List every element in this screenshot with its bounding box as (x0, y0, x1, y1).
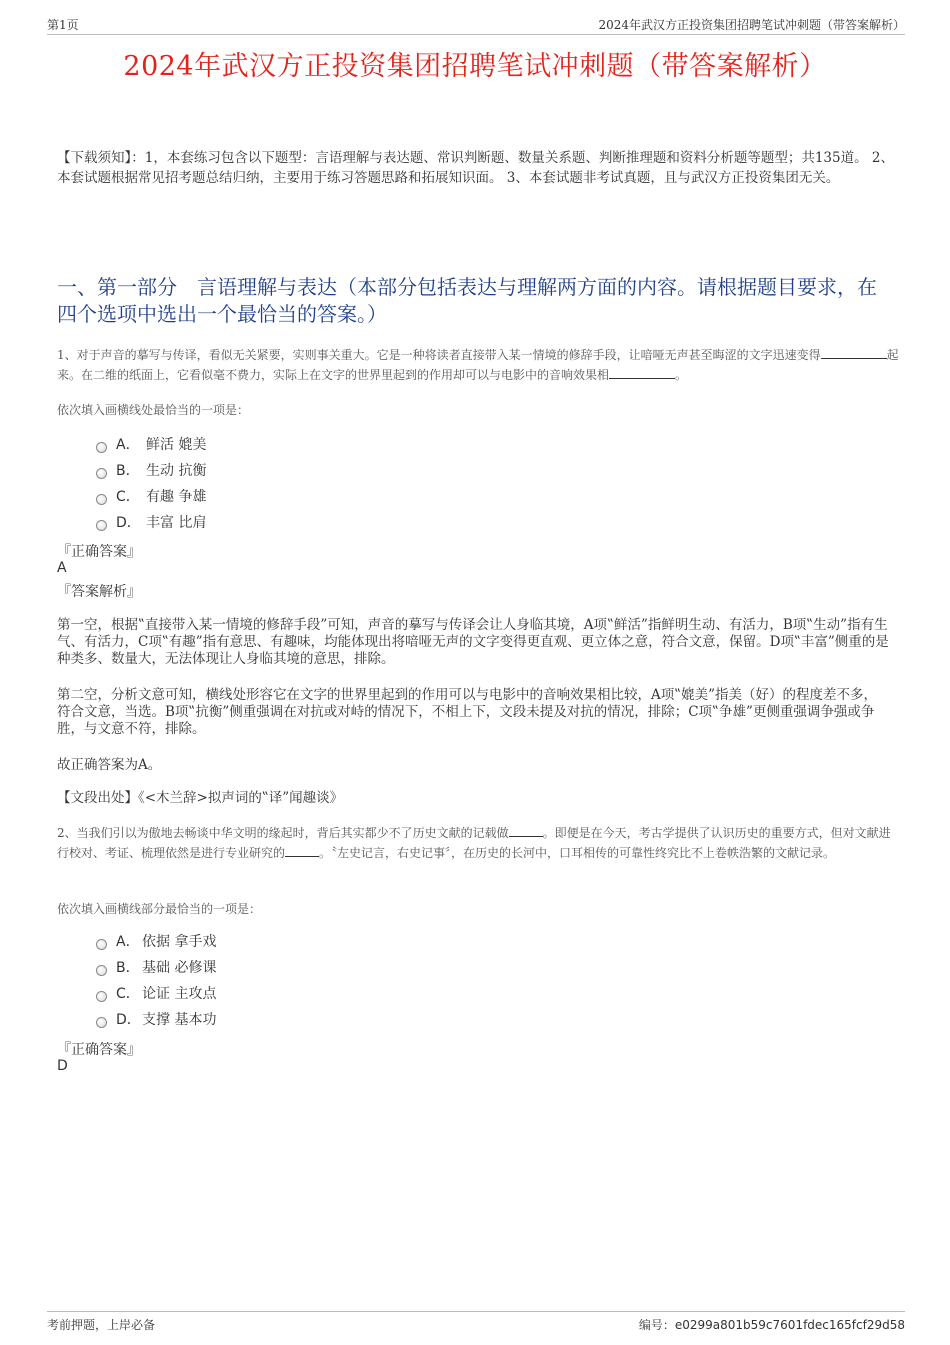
source-note: 【文段出处】《<木兰辞>拟声词的‟译”闻趣谈》 (57, 790, 344, 806)
radio-icon[interactable] (96, 965, 107, 976)
document-code (639, 1316, 905, 1333)
analysis-paragraph-2: 第二空，分析文意可知，横线处形容它在文字的世界里起到的作用可以与电影中的音响效果相比较，A项‟媲美”指美（好）的程度差不多，符合文意，当选。B项‟抗衡”侧重强调在对抗或对峙的情况下，不相上下，文段未提及对抗的情况，排除；C项‟争雄”更侧重强调争强或争胜，与文意不符，排除。 (57, 687, 878, 737)
radio-icon[interactable] (96, 939, 107, 950)
question-2-part3: 。〝左史记言，右史记事〞，在历史的长河中，口耳相传的可靠性终究比不上卷帙浩繁的文献记录。 (319, 846, 836, 860)
question-1-text (57, 345, 902, 385)
question-1-part1: 1、对于声音的摹写与传译，看似无关紧要，实则事关重大。它是一种将读者直接带入某一情境的修辞手段，让喑哑无声甚至晦涩的文字迅速变得 (57, 348, 821, 362)
blank-1 (509, 824, 543, 837)
question-1-options (96, 432, 206, 536)
question-2-part1: 2、当我们引以为傲地去畅谈中华文明的缘起时，背后其实都少不了历史文献的记载做 (57, 826, 509, 840)
question-2-options (96, 929, 216, 1033)
question-1-instruction: 依次填入画横线处最恰当的一项是： (57, 403, 250, 417)
radio-icon[interactable] (96, 991, 107, 1002)
analysis-paragraph-3: 故正确答案为A。 (57, 757, 162, 773)
answer-value: D (57, 1058, 68, 1074)
option-c[interactable]: C． 有趣 争雄 (96, 484, 206, 510)
footer-slogan: 考前押题，上岸必备 (47, 1318, 156, 1332)
download-notice: 【下载须知】：1，本套练习包含以下题型：言语理解与表达题、常识判断题、数量关系题、判断推理题和资料分析题等题型；共135道。 2、本套试题根据常见招考题总结归纳，主要用于练习答题思路和拓展知识面。 3、本套试题非考试真题，且与武汉方正投资集团无关。 (57, 150, 894, 186)
document-title: 2024年武汉方正投资集团招聘笔试冲刺题（带答案解析） (123, 51, 827, 82)
page-footer (47, 1311, 905, 1336)
section-heading: 一、第一部分 言语理解与表达（本部分包括表达与理解两方面的内容。请根据题目要求，在四个选项中选出一个最恰当的答案。） (57, 275, 877, 326)
answer-label: 『正确答案』 (57, 544, 141, 560)
option-d[interactable]: D． 丰富 比肩 (96, 510, 206, 536)
code-label: 编号： (638, 1318, 675, 1332)
analysis-label: 『答案解析』 (57, 584, 141, 600)
radio-icon[interactable] (96, 494, 107, 505)
radio-icon[interactable] (96, 468, 107, 479)
blank-2 (609, 366, 675, 379)
option-a[interactable]: A． 依据 拿手戏 (96, 929, 216, 955)
question-2-instruction: 依次填入画横线部分最恰当的一项是： (57, 902, 262, 916)
option-d[interactable]: D． 支撑 基本功 (96, 1007, 216, 1033)
option-b[interactable]: B． 生动 抗衡 (96, 458, 206, 484)
option-c[interactable]: C． 论证 主攻点 (96, 981, 216, 1007)
analysis-paragraph-1: 第一空，根据‟直接带入某一情境的修辞手段”可知，声音的摹写与传译会让人身临其境，A项‟鲜活”指鲜明生动、有活力，B项‟生动”指有生气、有活力，C项‟有趣”指有意思、有趣味，均能体现出将喑哑无声的文字变得更直观、更立体之意，符合文意，保留。D项‟丰富”侧重的是种类多、数量大，无法体现让人身临其境的意思，排除。 (57, 617, 889, 667)
running-title: 2024年武汉方正投资集团招聘笔试冲刺题（带答案解析） (598, 18, 905, 32)
question-2-part2: 。即便是在今天，考古学提供了认识历史的重要方式，但对文献进行校对、考证、梳理依然是进行专业研究的 (57, 826, 891, 860)
question-1-part2: 起来。在二维的纸面上，它看似毫不费力，实际上在文字的世界里起到的作用却可以与电影中的音响效果相 (57, 348, 899, 382)
radio-icon[interactable] (96, 1017, 107, 1028)
option-b[interactable]: B． 基础 必修课 (96, 955, 216, 981)
answer-label: 『正确答案』 (57, 1042, 141, 1058)
radio-icon[interactable] (96, 520, 107, 531)
question-2-text (57, 823, 902, 863)
blank-1 (821, 346, 887, 359)
page-number: 第1页 (47, 18, 79, 32)
question-1-part3: 。 (675, 368, 688, 382)
blank-2 (285, 844, 319, 857)
radio-icon[interactable] (96, 442, 107, 453)
option-a[interactable]: A． 鲜活 媲美 (96, 432, 206, 458)
answer-value: A (57, 560, 67, 576)
code-value: e0299a801b59c7601fdec165fcf29d58 (674, 1318, 905, 1332)
page-header (47, 14, 905, 35)
